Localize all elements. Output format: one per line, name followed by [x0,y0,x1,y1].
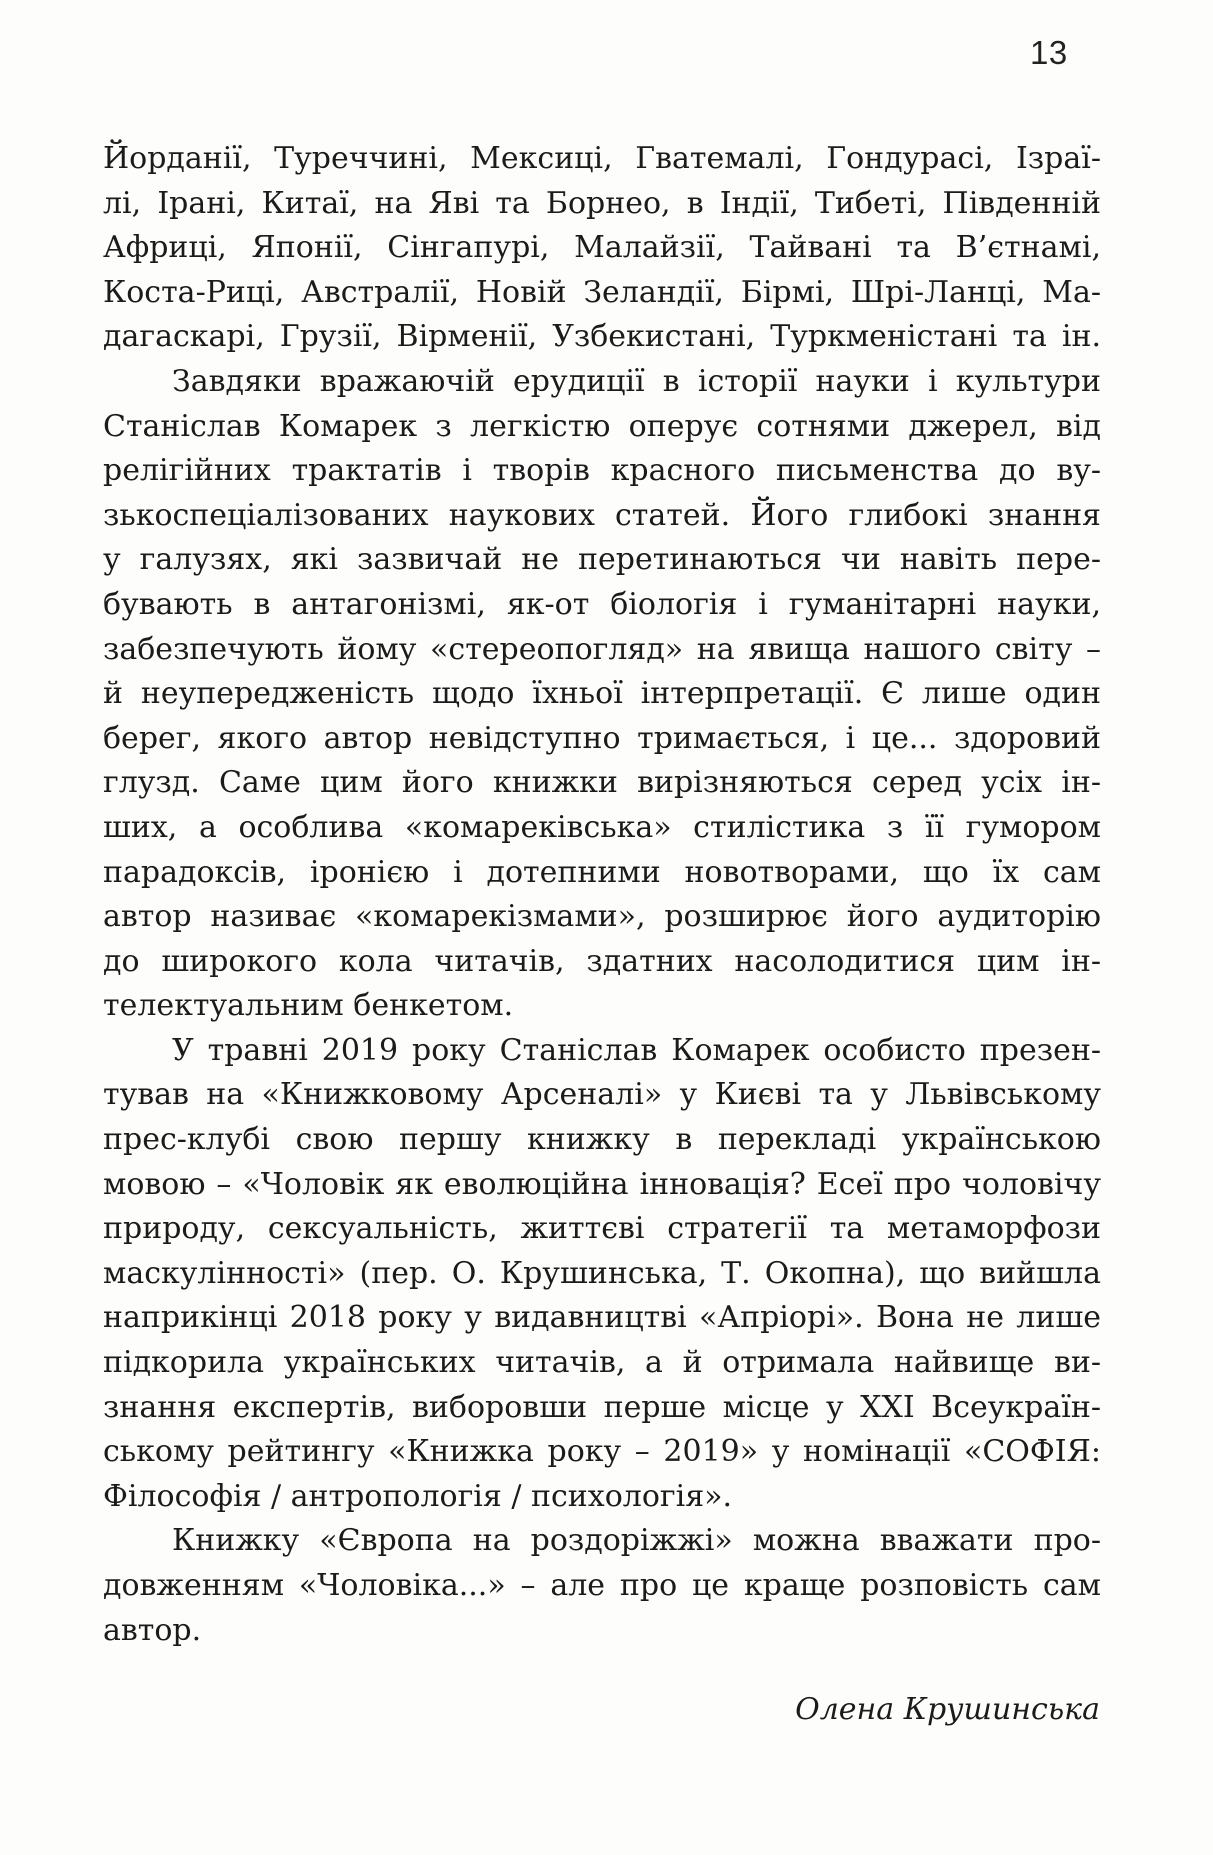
text-line: прес-клубі свою першу книжку в перекладі українською [103,1122,1101,1158]
text-line: лі, Ірані, Китаї, на Яві та Борнео, в Індії, Тибеті, Південній [103,185,1101,221]
text-line: Йорданії, Туреччині, Мексиці, Гватемалі, Гондурасі, Ізраї- [103,141,1101,176]
text-line: й неупередженість щодо їхньої інтерпретації. Є лише один [103,676,1101,712]
paragraph [103,360,1101,1029]
text-line: берег, якого автор невідступно тримається, і це... здоровий [103,720,1101,756]
text-line: знання експертів, виборовши перше місце у XXI Всеукраїн- [103,1389,1101,1425]
text-line: У травні 2019 року Станіслав Комарек особисто презен- [172,1032,1101,1068]
text-line: глузд. Саме цим його книжки вирізняються серед усіх ін- [103,765,1101,801]
text-line: бувають в антагонізмі, як-от біологія і гуманітарні науки, [103,586,1101,622]
text-line: Книжку «Європа на роздоріжжі» можна вважати про- [172,1523,1101,1559]
paragraph [103,1519,1101,1653]
text-line: автор називає «комарекізмами», розширює його аудиторію [103,899,1101,935]
text-line: забезпечують йому «стереопогляд» на явища нашого світу – [103,631,1101,667]
body-text [103,137,1101,1653]
text-line: довженням «Чоловіка...» – але про це краще розповість сам [103,1568,1101,1603]
text-line: парадоксів, іронією і дотепними новотворами, що їх сам [103,854,1101,890]
text-line: телектуальним бенкетом. [103,988,514,1024]
text-line: мовою – «Чоловік як еволюційна інновація? Есеї про чоловічу [103,1166,1101,1202]
paragraph [103,1029,1101,1520]
text-line: Африці, Японії, Сінгапурі, Малайзії, Тайвані та В’єтнамі, [103,230,1101,266]
text-line: у галузях, які зазвичай не перетинаються чи навіть пере- [103,542,1101,578]
text-line: підкорила українських читачів, а й отримала найвище ви- [103,1345,1101,1381]
text-line: Завдяки вражаючій ерудиції в історії науки і культури [172,363,1101,399]
text-line: ших, а особлива «комареківська» стилістика з її гумором [103,809,1101,845]
text-line: автор. [103,1612,202,1648]
text-line: зькоспеціалізованих наукових статей. Його глибокі знання [103,497,1101,533]
text-line: дагаскарі, Грузії, Вірменії, Узбекистані, Туркменістані та ін. [103,319,1101,355]
text-line: Філософія / антропологія / психологія». [103,1478,733,1514]
text-line: Станіслав Комарек з легкістю оперує сотнями джерел, від [103,408,1101,444]
text-line: до широкого кола читачів, здатних насолодитися цим ін- [103,943,1101,979]
text-line: ському рейтингу «Книжка року – 2019» у номінації «СОФІЯ: [103,1434,1101,1470]
text-line: Коста-Риці, Австралії, Новій Зеландії, Бірмі, Шрі-Ланці, Ма- [103,274,1101,310]
text-line: маскулінності» (пер. О. Крушинська, Т. Окопна), що вийшла [103,1255,1101,1291]
paragraph [103,137,1101,360]
page-number: 13 [1030,34,1068,71]
author-signature: Олена Крушинська [795,1692,1100,1727]
text-line: релігійних трактатів і творів красного письменства до ву- [103,453,1101,489]
text-line: тував на «Книжковому Арсеналі» у Києві та у Львівському [103,1077,1101,1113]
text-line: природу, сексуальність, життєві стратегії та метаморфози [103,1211,1101,1247]
text-line: наприкінці 2018 року у видавництві «Апріорі». Вона не лише [103,1300,1101,1336]
